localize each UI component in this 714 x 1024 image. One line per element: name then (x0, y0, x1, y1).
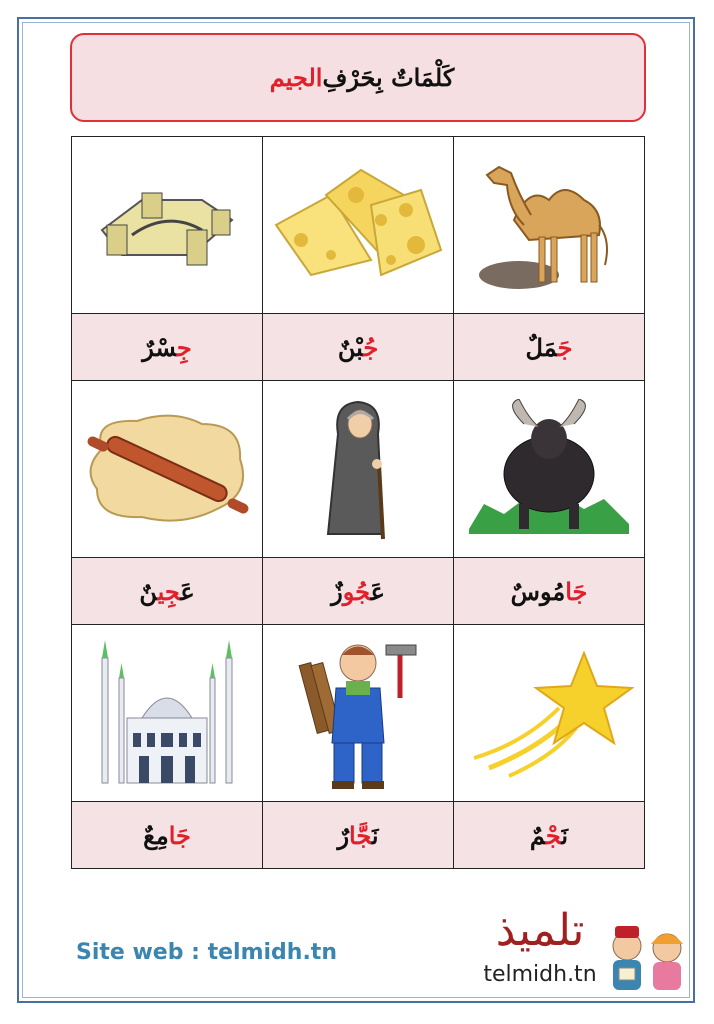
word-cell (263, 802, 454, 869)
word-rest: مٌ (529, 820, 546, 850)
word-highlight: جَا (168, 820, 191, 850)
word-prefix: عَ (180, 576, 195, 606)
picture-cell (454, 137, 645, 314)
word-cell (263, 558, 454, 625)
word-highlight: جَا (565, 576, 588, 606)
word-cell (72, 314, 263, 381)
word-highlight: جُو (342, 576, 371, 606)
word-cell (72, 558, 263, 625)
title-letter: الجيم (269, 63, 323, 92)
word-cell (454, 802, 645, 869)
dough-rolling-pin-icon (82, 409, 252, 529)
picture-cell (454, 625, 645, 802)
bridge-icon (92, 175, 242, 275)
logo-latin-text: telmidh.tn (483, 962, 597, 987)
carpenter-icon (288, 633, 428, 793)
word-rest: سْرٌ (142, 332, 177, 362)
page-title (70, 33, 646, 122)
old-woman-icon (313, 394, 403, 544)
word-rest: رٌ (337, 820, 350, 850)
word-prefix: نَ (371, 820, 379, 850)
word-highlight: جْ (545, 820, 562, 850)
picture-cell (72, 137, 263, 314)
word-highlight: جَ (557, 332, 573, 362)
picture-cell (263, 381, 454, 558)
word-highlight: جَّا (349, 820, 372, 850)
site-link[interactable]: Site web : telmidh.tn (76, 940, 337, 965)
picture-cell (72, 625, 263, 802)
picture-cell (72, 381, 263, 558)
word-rest: نٌ (139, 576, 158, 606)
star-icon (464, 648, 634, 778)
logo-arabic-text: تلميذ (495, 905, 585, 956)
word-rest: مَلٌ (525, 332, 558, 362)
word-highlight: جُ (363, 332, 379, 362)
picture-cell (263, 137, 454, 314)
picture-cell (454, 381, 645, 558)
buffalo-icon (464, 399, 634, 539)
word-cell (72, 802, 263, 869)
title-text: كَلْمَاتٌ بِحَرْفِ (322, 63, 455, 92)
word-grid (71, 136, 645, 869)
camel-icon (469, 155, 629, 295)
word-rest: مِعٌ (143, 820, 169, 850)
word-rest: مُوسٌ (510, 576, 566, 606)
word-highlight: جِي (157, 576, 181, 606)
word-cell (263, 314, 454, 381)
word-cell (454, 558, 645, 625)
word-highlight: جِ (176, 332, 192, 362)
mosque-icon (97, 638, 237, 788)
word-prefix: نَ (561, 820, 569, 850)
word-rest: زٌ (331, 576, 343, 606)
word-rest: بْنٌ (337, 332, 364, 362)
cheese-icon (271, 165, 446, 285)
picture-cell (263, 625, 454, 802)
word-cell (454, 314, 645, 381)
word-prefix: عَ (370, 576, 385, 606)
kids-logo-icon (605, 918, 690, 998)
